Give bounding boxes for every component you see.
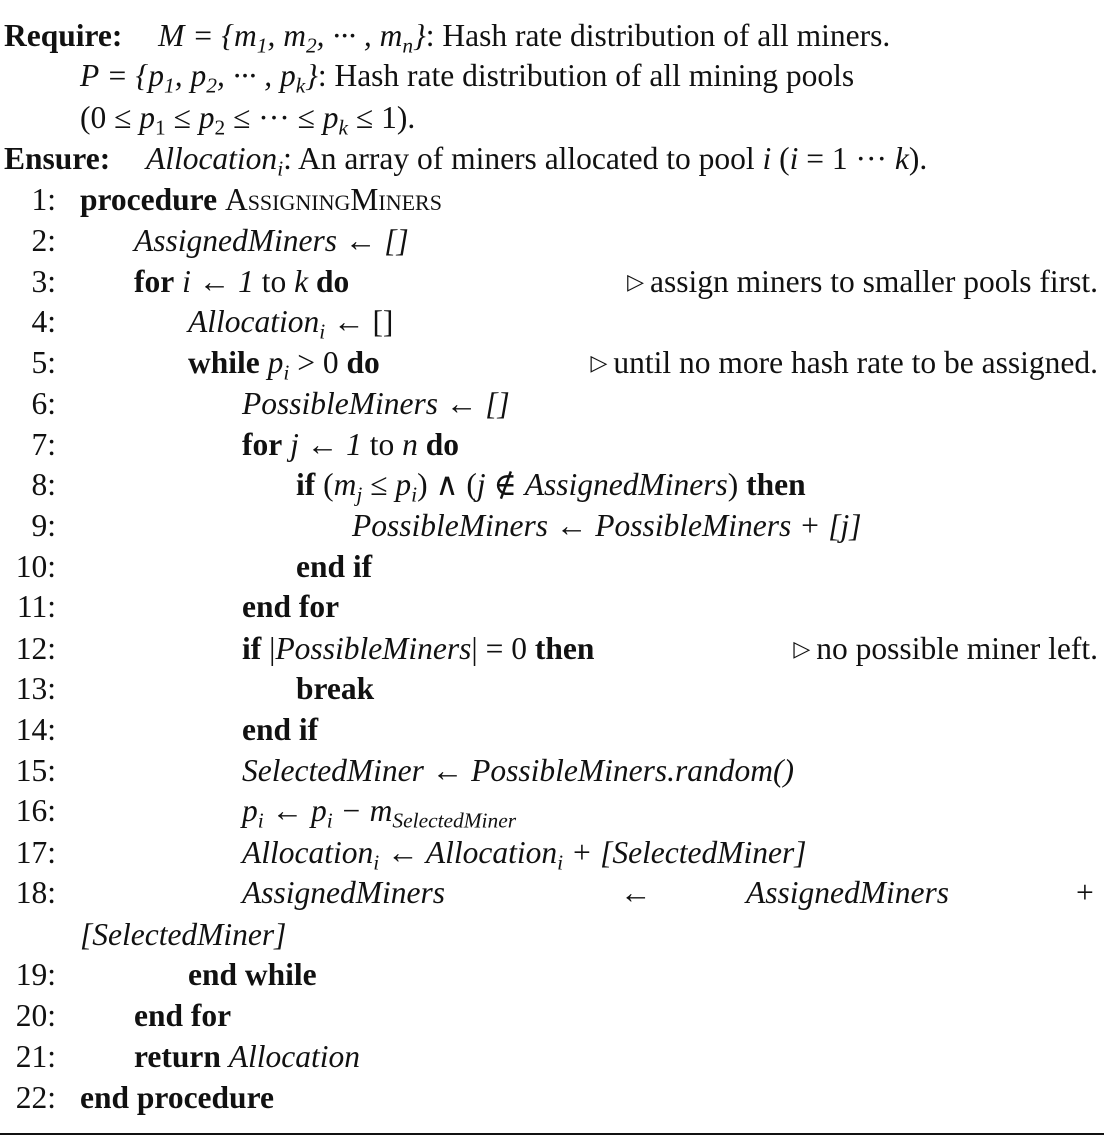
keyword-do: do — [425, 427, 460, 462]
line-number: 13: — [15, 671, 56, 706]
require-label: Require: — [4, 18, 123, 53]
algo-line-6 — [0, 384, 1104, 424]
condition: $(m_j \le p_i)$ ∧ (j ∉ AssignedMiners) — [323, 467, 739, 507]
algo-line-14 — [0, 710, 1104, 750]
condition: |PossibleMiners| = 0 — [269, 631, 527, 666]
condition: $p_i > 0$ — [267, 345, 339, 385]
keyword-do: do — [316, 264, 350, 299]
statement: Allocation$_i$ ← Allocation$_i$ + [SelectedMiner] — [242, 835, 807, 875]
algo-line-9 — [0, 506, 1104, 546]
line-number: 20: — [15, 998, 56, 1033]
line-number: 5: — [31, 345, 56, 380]
line-number: 15: — [15, 753, 56, 788]
statement: PossibleMiners ← [] — [242, 386, 510, 421]
algo-line-4 — [0, 302, 1104, 342]
ensure-label: Ensure: — [4, 141, 111, 176]
line-number: 10: — [15, 549, 56, 584]
algo-line-7 — [0, 425, 1104, 465]
keyword-break: break — [296, 671, 375, 706]
keyword-while: while — [188, 345, 260, 380]
algo-line-10 — [0, 547, 1104, 587]
require-pools-desc: : Hash rate distribution of all mining pools — [317, 58, 855, 93]
statement: $p_i$ ← $p_i - m_{SelectedMiner}$ — [242, 793, 517, 833]
assign-plus: + — [1076, 875, 1094, 910]
require-miners-set: $M = \{m_1$, $m_2$, ··· , $m_n$} — [158, 18, 426, 58]
statement-continuation: [SelectedMiner] — [80, 917, 287, 952]
keyword-if: if — [242, 631, 262, 666]
algo-line-8 — [0, 465, 1104, 505]
algo-line-11 — [0, 587, 1104, 627]
loop-range: i ← 1 to k — [182, 264, 309, 299]
algo-line-17 — [0, 833, 1104, 873]
ensure-desc: : An array of miners allocated to pool — [283, 141, 763, 176]
keyword-if: if — [296, 467, 316, 502]
line-number: 7: — [31, 427, 56, 462]
line-number: 12: — [15, 631, 56, 666]
line-number: 22: — [15, 1080, 56, 1115]
keyword-then: then — [746, 467, 806, 502]
assign-rhs: AssignedMiners — [746, 875, 949, 910]
keyword-return: return — [134, 1039, 221, 1074]
line-number: 9: — [31, 508, 56, 543]
algo-line-1 — [0, 180, 1104, 220]
keyword-end-while: end while — [188, 957, 317, 992]
algo-line-19 — [0, 955, 1104, 995]
comment: ▷ assign miners to smaller pools first. — [627, 264, 1098, 299]
ensure-range: (i = 1 ··· k). — [771, 141, 928, 176]
line-number: 2: — [31, 223, 56, 258]
keyword-then: then — [534, 631, 595, 666]
line-number: 21: — [15, 1039, 56, 1074]
keyword-procedure: procedure — [80, 182, 218, 217]
bottom-rule — [0, 1133, 1104, 1135]
algo-line-2 — [0, 221, 1104, 261]
keyword-end-if: end if — [296, 549, 373, 584]
algo-line-22 — [0, 1078, 1104, 1118]
algo-line-21 — [0, 1037, 1104, 1077]
line-number: 19: — [15, 957, 56, 992]
line-number: 11: — [16, 589, 56, 624]
algo-line-5 — [0, 343, 1104, 383]
algo-line-16 — [0, 791, 1104, 831]
keyword-end-if: end if — [242, 712, 319, 747]
line-number: 16: — [15, 793, 56, 828]
line-number: 8: — [31, 467, 56, 502]
algo-line-3 — [0, 262, 1104, 302]
comment: ▷ no possible miner left. — [793, 631, 1098, 666]
keyword-for: for — [134, 264, 175, 299]
require-line-1 — [0, 16, 1104, 56]
keyword-for: for — [242, 427, 283, 462]
statement: PossibleMiners ← PossibleMiners + [j] — [352, 508, 862, 543]
line-number: 17: — [15, 835, 56, 870]
require-pools-set: $P = \{p_1$, $p_2$, ··· , $p_k$} — [80, 58, 318, 98]
triangle-icon: ▷ — [590, 350, 608, 375]
algo-line-13 — [0, 669, 1104, 709]
line-number: 1: — [31, 182, 56, 217]
assign-arrow: ← — [620, 875, 652, 910]
triangle-icon: ▷ — [793, 636, 811, 661]
statement: Allocation$_i$ ← [] — [188, 304, 394, 344]
require-constraint: ($0 \le p_1 \le p_2$ ≤ ··· ≤ $p_k \le 1$). — [80, 100, 416, 140]
procedure-name: AssigningMiners — [224, 182, 442, 217]
comment: ▷ until no more hash rate to be assigned. — [590, 345, 1098, 380]
algo-line-20 — [0, 996, 1104, 1036]
require-line-2 — [0, 56, 1104, 96]
line-number: 14: — [15, 712, 56, 747]
keyword-do: do — [346, 345, 380, 380]
algo-line-12 — [0, 629, 1104, 669]
return-value: Allocation — [228, 1039, 361, 1074]
statement: SelectedMiner ← PossibleMiners.random() — [242, 753, 795, 788]
line-number: 4: — [31, 304, 56, 339]
triangle-icon: ▷ — [627, 269, 645, 294]
keyword-end-procedure: end procedure — [80, 1080, 274, 1115]
line-number: 6: — [31, 386, 56, 421]
require-line-3 — [0, 98, 1104, 138]
line-number: 3: — [31, 264, 56, 299]
ensure-line: Ensure: Allocation$_i$: An array of miners allocated to pool i (i = 1 ··· k). — [4, 141, 928, 181]
statement: AssignedMiners ← [] — [134, 223, 409, 258]
require-miners-desc: : Hash rate distribution of all miners. — [425, 18, 891, 53]
line-number: 18: — [15, 875, 56, 910]
algo-line-18-cont — [0, 915, 1104, 955]
keyword-end-for: end for — [242, 589, 340, 624]
algo-line-18 — [0, 873, 1104, 913]
ensure-var: Allocation$_i$ — [145, 141, 284, 181]
loop-range: j ← 1 to n — [290, 427, 418, 462]
assign-lhs: AssignedMiners — [242, 875, 445, 910]
keyword-end-for: end for — [134, 998, 232, 1033]
algo-line-15 — [0, 751, 1104, 791]
